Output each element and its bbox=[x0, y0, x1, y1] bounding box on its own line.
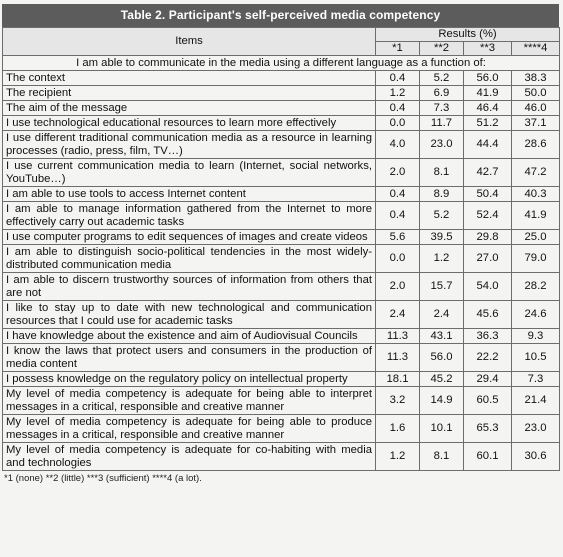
item-cell: The aim of the message bbox=[3, 101, 376, 116]
value-cell-3: 44.4 bbox=[464, 131, 512, 159]
item-cell: I like to stay up to date with new technological and communication resources that I could use for academic tasks bbox=[3, 301, 376, 329]
scale-3-header: **3 bbox=[464, 42, 512, 56]
value-cell-3: 50.4 bbox=[464, 187, 512, 202]
item-cell: I am able to use tools to access Internet content bbox=[3, 187, 376, 202]
value-cell-3: 42.7 bbox=[464, 159, 512, 187]
item-cell: My level of media competency is adequate for co-habiting with media and technologies bbox=[3, 443, 376, 471]
item-cell: I am able to discern trustworthy sources of information from others that are not bbox=[3, 273, 376, 301]
value-cell-3: 54.0 bbox=[464, 273, 512, 301]
value-cell-3: 46.4 bbox=[464, 101, 512, 116]
value-cell-4: 40.3 bbox=[512, 187, 560, 202]
footnote: *1 (none) **2 (little) ***3 (sufficient) ****4 (a lot). bbox=[4, 473, 202, 484]
value-cell-1: 1.2 bbox=[376, 86, 420, 101]
item-cell: The recipient bbox=[3, 86, 376, 101]
value-cell-1: 0.4 bbox=[376, 101, 420, 116]
value-cell-2: 7.3 bbox=[420, 101, 464, 116]
scale-2-header: **2 bbox=[420, 42, 464, 56]
items-header: Items bbox=[3, 28, 376, 56]
value-cell-1: 18.1 bbox=[376, 372, 420, 387]
value-cell-4: 50.0 bbox=[512, 86, 560, 101]
value-cell-2: 39.5 bbox=[420, 230, 464, 245]
value-cell-2: 5.2 bbox=[420, 71, 464, 86]
value-cell-1: 2.0 bbox=[376, 159, 420, 187]
value-cell-1: 11.3 bbox=[376, 344, 420, 372]
value-cell-1: 1.2 bbox=[376, 443, 420, 471]
value-cell-3: 27.0 bbox=[464, 245, 512, 273]
value-cell-1: 5.6 bbox=[376, 230, 420, 245]
value-cell-3: 29.4 bbox=[464, 372, 512, 387]
value-cell-1: 4.0 bbox=[376, 131, 420, 159]
table-row bbox=[3, 344, 560, 372]
value-cell-4: 37.1 bbox=[512, 116, 560, 131]
value-cell-2: 11.7 bbox=[420, 116, 464, 131]
table-row bbox=[3, 273, 560, 301]
value-cell-4: 7.3 bbox=[512, 372, 560, 387]
value-cell-1: 2.4 bbox=[376, 301, 420, 329]
value-cell-2: 14.9 bbox=[420, 387, 464, 415]
table-row bbox=[3, 443, 560, 471]
scale-1-header: *1 bbox=[376, 42, 420, 56]
item-cell: I am able to manage information gathered from the Internet to more effectively carry out academic tasks bbox=[3, 202, 376, 230]
value-cell-2: 56.0 bbox=[420, 344, 464, 372]
value-cell-1: 1.6 bbox=[376, 415, 420, 443]
value-cell-3: 60.1 bbox=[464, 443, 512, 471]
value-cell-3: 36.3 bbox=[464, 329, 512, 344]
table-row bbox=[3, 131, 560, 159]
value-cell-2: 8.1 bbox=[420, 159, 464, 187]
value-cell-3: 22.2 bbox=[464, 344, 512, 372]
value-cell-1: 2.0 bbox=[376, 273, 420, 301]
table-row bbox=[3, 202, 560, 230]
table-row bbox=[3, 372, 560, 387]
value-cell-2: 45.2 bbox=[420, 372, 464, 387]
value-cell-4: 9.3 bbox=[512, 329, 560, 344]
value-cell-4: 10.5 bbox=[512, 344, 560, 372]
item-cell: My level of media competency is adequate for being able to produce messages in a critical, responsible and creative manner bbox=[3, 415, 376, 443]
value-cell-4: 28.2 bbox=[512, 273, 560, 301]
item-cell: I know the laws that protect users and consumers in the production of media content bbox=[3, 344, 376, 372]
value-cell-2: 5.2 bbox=[420, 202, 464, 230]
value-cell-1: 11.3 bbox=[376, 329, 420, 344]
table-row bbox=[3, 245, 560, 273]
table-row bbox=[3, 415, 560, 443]
value-cell-2: 43.1 bbox=[420, 329, 464, 344]
value-cell-2: 8.1 bbox=[420, 443, 464, 471]
value-cell-3: 65.3 bbox=[464, 415, 512, 443]
item-cell: I use current communication media to learn (Internet, social networks, YouTube…) bbox=[3, 159, 376, 187]
value-cell-3: 51.2 bbox=[464, 116, 512, 131]
table-row bbox=[3, 187, 560, 202]
value-cell-3: 56.0 bbox=[464, 71, 512, 86]
value-cell-4: 30.6 bbox=[512, 443, 560, 471]
value-cell-4: 41.9 bbox=[512, 202, 560, 230]
table-title: Table 2. Participant's self-perceived media competency bbox=[2, 4, 559, 27]
value-cell-4: 46.0 bbox=[512, 101, 560, 116]
table-container bbox=[2, 4, 559, 484]
value-cell-4: 24.6 bbox=[512, 301, 560, 329]
results-header: Results (%) bbox=[376, 28, 560, 42]
value-cell-2: 6.9 bbox=[420, 86, 464, 101]
value-cell-4: 25.0 bbox=[512, 230, 560, 245]
value-cell-2: 23.0 bbox=[420, 131, 464, 159]
value-cell-2: 1.2 bbox=[420, 245, 464, 273]
table-row bbox=[3, 159, 560, 187]
item-cell: I have knowledge about the existence and aim of Audiovisual Councils bbox=[3, 329, 376, 344]
value-cell-4: 28.6 bbox=[512, 131, 560, 159]
table-row bbox=[3, 101, 560, 116]
table-row bbox=[3, 329, 560, 344]
value-cell-3: 29.8 bbox=[464, 230, 512, 245]
table-row bbox=[3, 230, 560, 245]
scale-4-header: ****4 bbox=[512, 42, 560, 56]
value-cell-3: 60.5 bbox=[464, 387, 512, 415]
value-cell-4: 79.0 bbox=[512, 245, 560, 273]
table-row bbox=[3, 116, 560, 131]
value-cell-1: 0.4 bbox=[376, 187, 420, 202]
table-row bbox=[3, 86, 560, 101]
value-cell-2: 15.7 bbox=[420, 273, 464, 301]
value-cell-1: 0.4 bbox=[376, 71, 420, 86]
value-cell-4: 21.4 bbox=[512, 387, 560, 415]
value-cell-4: 47.2 bbox=[512, 159, 560, 187]
value-cell-1: 0.0 bbox=[376, 116, 420, 131]
table-row bbox=[3, 387, 560, 415]
competency-table bbox=[2, 27, 560, 471]
value-cell-4: 38.3 bbox=[512, 71, 560, 86]
value-cell-2: 2.4 bbox=[420, 301, 464, 329]
value-cell-3: 52.4 bbox=[464, 202, 512, 230]
table-row bbox=[3, 301, 560, 329]
item-cell: I use technological educational resources to learn more effectively bbox=[3, 116, 376, 131]
item-cell: I use computer programs to edit sequences of images and create videos bbox=[3, 230, 376, 245]
item-cell: The context bbox=[3, 71, 376, 86]
value-cell-1: 0.4 bbox=[376, 202, 420, 230]
value-cell-2: 10.1 bbox=[420, 415, 464, 443]
value-cell-1: 0.0 bbox=[376, 245, 420, 273]
value-cell-2: 8.9 bbox=[420, 187, 464, 202]
intro-row: I am able to communicate in the media using a different language as a function of: bbox=[3, 56, 560, 71]
item-cell: I am able to distinguish socio-political tendencies in the most widely-distributed communication media bbox=[3, 245, 376, 273]
item-cell: My level of media competency is adequate for being able to interpret messages in a critical, responsible and creative manner bbox=[3, 387, 376, 415]
value-cell-3: 41.9 bbox=[464, 86, 512, 101]
value-cell-1: 3.2 bbox=[376, 387, 420, 415]
value-cell-4: 23.0 bbox=[512, 415, 560, 443]
item-cell: I use different traditional communication media as a resource in learning processes (radio, press, film, TV…) bbox=[3, 131, 376, 159]
table-row bbox=[3, 71, 560, 86]
item-cell: I possess knowledge on the regulatory policy on intellectual property bbox=[3, 372, 376, 387]
value-cell-3: 45.6 bbox=[464, 301, 512, 329]
